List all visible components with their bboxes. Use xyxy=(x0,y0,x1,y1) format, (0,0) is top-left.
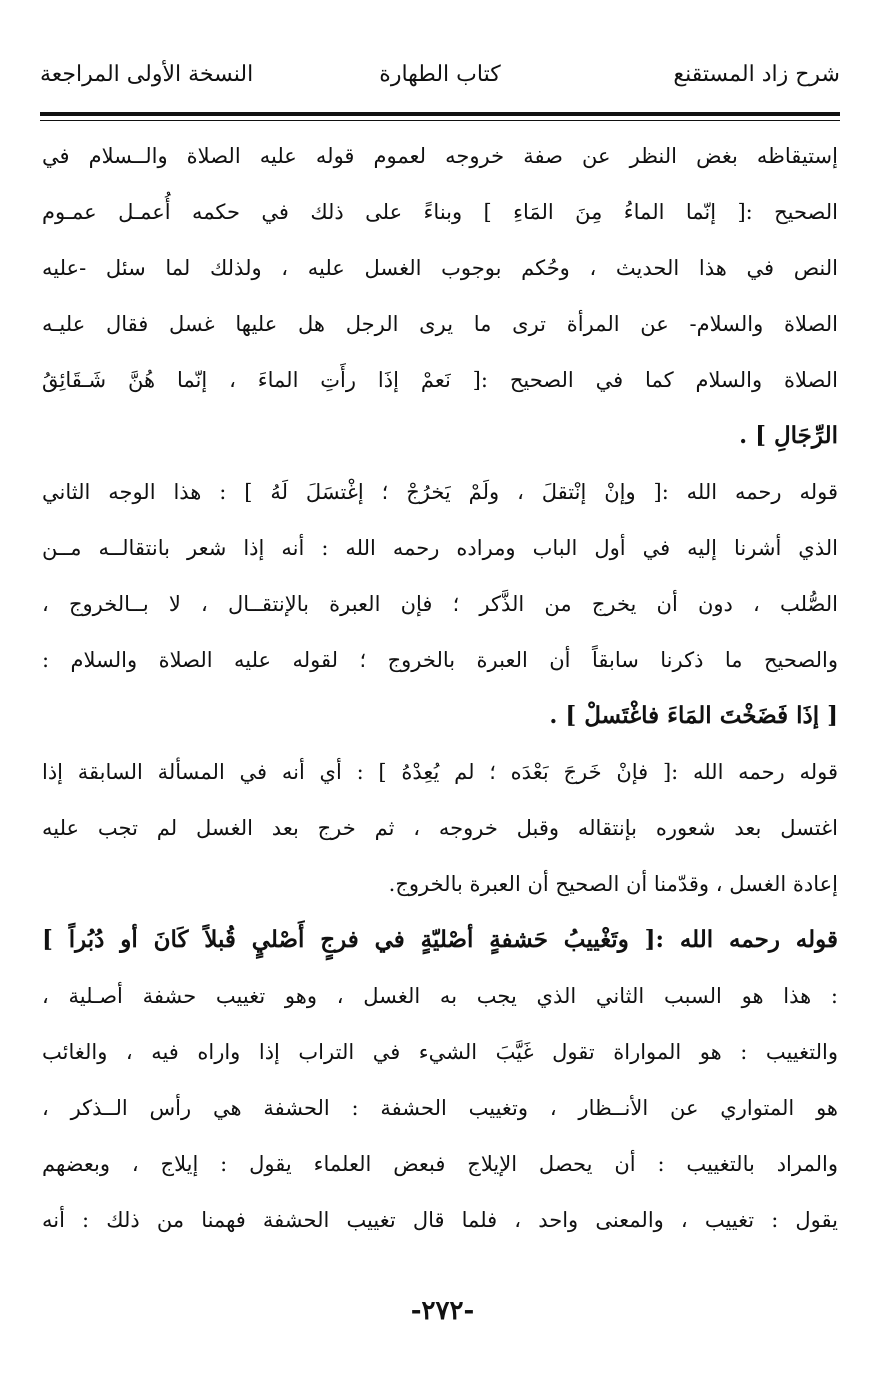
text-line: قوله رحمه الله :[ وتَغْييبُ حَشفةٍ أصْليّةٍ في فرجٍ أَصْليٍ قُبلاً كَانَ أو دُبُراً ] xyxy=(42,926,838,953)
header-rule-thin xyxy=(40,120,840,121)
header-edition-note: النسخة الأولى المراجعة xyxy=(40,62,254,87)
text-line: اغتسل بعد شعوره بإنتقاله وقبل خروجه ، ثم خرج بعد الغسل لم تجب عليه xyxy=(42,816,838,840)
text-line: [ إذَا فَضَخْتَ المَاءَ فاغْتَسلْ ] . xyxy=(549,702,838,729)
text-line: إستيقاظه بغض النظر عن صفة خروجه لعموم قوله عليه الصلاة والــسلام في xyxy=(42,144,838,168)
text-line: إعادة الغسل ، وقدّمنا أن الصحيح أن العبرة بالخروج. xyxy=(388,872,838,896)
text-line: الرِّجَالِ ] . xyxy=(739,422,838,449)
header-chapter-title: كتاب الطهارة xyxy=(379,62,501,87)
text-line: والصحيح ما ذكرنا سابقاً أن العبرة بالخروج ؛ لقوله عليه الصلاة والسلام : xyxy=(42,648,838,672)
page-number: -٢٧٢- xyxy=(410,1296,475,1326)
text-line: الذي أشرنا إليه في أول الباب ومراده رحمه الله : أنه إذا شعر بانتقالــه مــن xyxy=(42,536,838,560)
header-rule-thick xyxy=(40,112,840,116)
text-line: الصحيح :[ إنّما الماءُ مِنَ المَاءِ ] وبناءً على ذلك في حكمه أُعمـل عمـوم xyxy=(42,200,838,224)
text-line: والتغييب : هو المواراة تقول غَيَّبَ الشيء في التراب إذا واراه فيه ، والغائب xyxy=(42,1040,838,1064)
text-line: الصلاة والسلام- عن المرأة ترى ما يرى الرجل هل عليها غسل فقال عليـه xyxy=(42,312,838,336)
text-line: يقول : تغييب ، والمعنى واحد ، فلما قال تغييب الحشفة فهمنا من ذلك : أنه xyxy=(42,1208,838,1232)
text-line: الصُّلب ، دون أن يخرج من الذَّكر ؛ فإن العبرة بالإنتقــال ، لا بــالخروج ، xyxy=(42,592,838,616)
text-line: قوله رحمه الله :[ وإنْ إنْتقلَ ، ولَمْ يَخرُجْ ؛ إغْتسَلَ لَهُ ] : هذا الوجه الثاني xyxy=(42,480,838,504)
running-header xyxy=(40,62,840,102)
text-line: : هذا هو السبب الثاني الذي يجب به الغسل ، وهو تغييب حشفة أصـلية ، xyxy=(42,984,838,1008)
text-line: قوله رحمه الله :[ فإنْ خَرجَ بَعْدَه ؛ لم يُعِدْهُ ] : أي أنه في المسألة السابقة إذا xyxy=(42,760,838,784)
body-text xyxy=(42,128,838,1248)
text-line: هو المتواري عن الأنــظار ، وتغييب الحشفة : الحشفة هي رأس الــذكر ، xyxy=(42,1096,838,1120)
header-book-title: شرح زاد المستقنع xyxy=(673,62,840,87)
text-line: والمراد بالتغييب : أن يحصل الإيلاج فبعض العلماء يقول : إيلاج ، وبعضهم xyxy=(42,1152,838,1176)
text-line: الصلاة والسلام كما في الصحيح :[ نَعمْ إذَا رأَتِ الماءَ ، إنّما هُنَّ شَـقَائِقُ xyxy=(42,368,838,392)
text-line: النص في هذا الحديث ، وحُكم بوجوب الغسل عليه ، ولذلك لما سئل -عليه xyxy=(42,256,838,280)
